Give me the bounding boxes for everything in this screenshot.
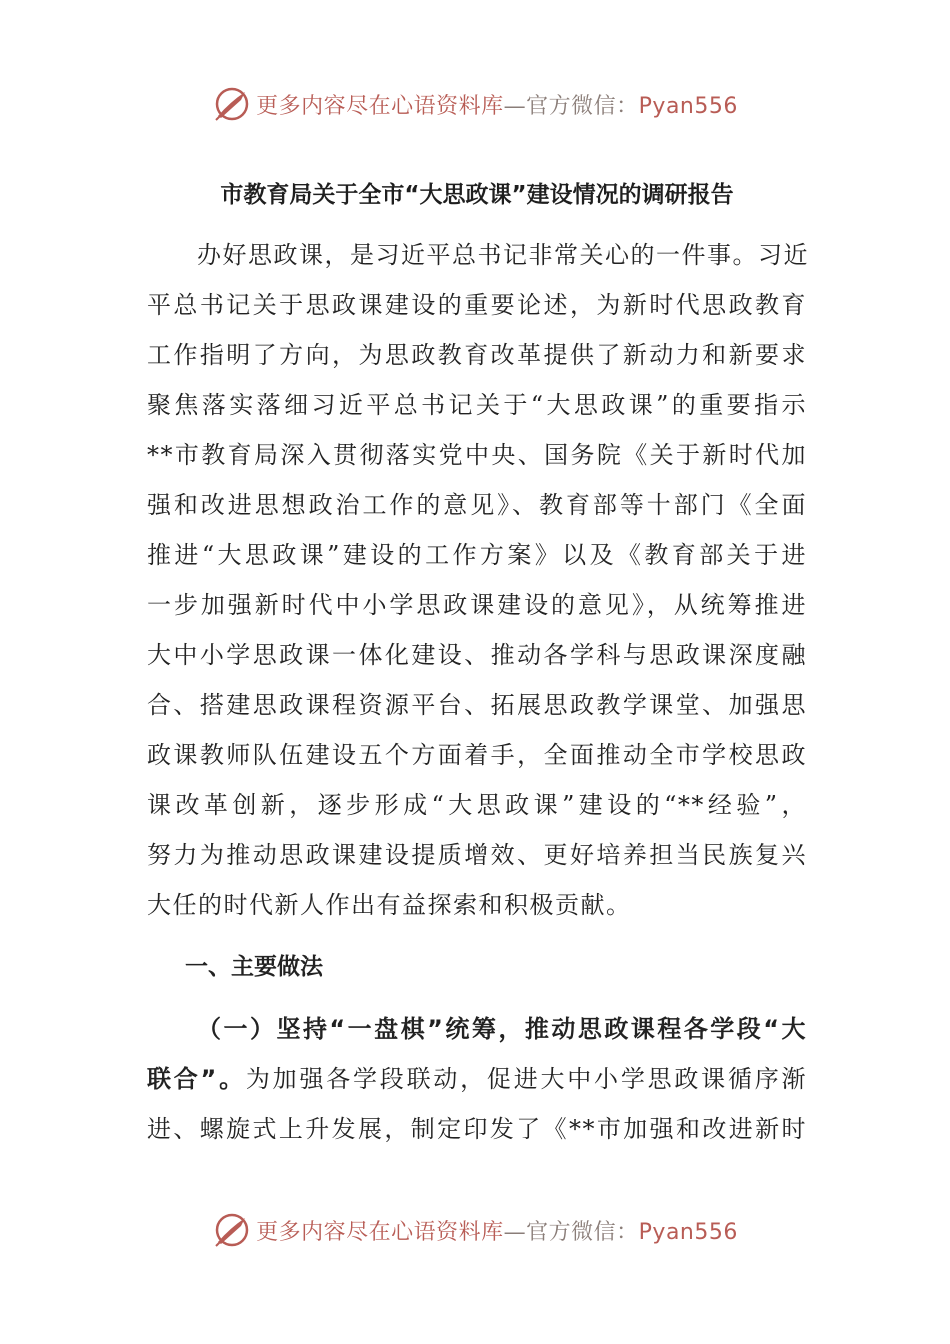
watermark-banner-top <box>0 84 950 124</box>
intro-paragraph <box>147 230 807 930</box>
paragraph-line: 课改革创新，逐步形成“大思政课”建设的“**经验”， <box>147 791 807 819</box>
document-body <box>147 170 807 1154</box>
paragraph-line: 努力为推动思政课建设提质增效、更好培养担当民族复兴 <box>147 841 807 869</box>
pen-logo-icon <box>212 84 252 124</box>
document-title: 市教育局关于全市“大思政课”建设情况的调研报告 <box>220 182 734 208</box>
paragraph-line <box>147 1054 807 1104</box>
paragraph-line: 推进“大思政课”建设的工作方案》以及《教育部关于进 <box>147 541 807 569</box>
paragraph-line: 工作指明了方向，为思政教育改革提供了新动力和新要求 <box>147 341 807 369</box>
paragraph-line: 大中小学思政课一体化建设、推动各学科与思政课深度融 <box>147 641 807 669</box>
paragraph-line: 聚焦落实落细习近平总书记关于“大思政课”的重要指示 <box>147 391 807 419</box>
subsection-heading-line: （一）坚持“一盘棋”统筹，推动思政课程各学段“大 <box>197 1015 807 1043</box>
paragraph-text: 为加强各学段联动，促进大中小学思政课循序渐 <box>245 1065 808 1093</box>
paragraph-line: 办好思政课，是习近平总书记非常关心的一件事。习近 <box>197 241 809 269</box>
paragraph-line: 合、搭建思政课程资源平台、拓展思政教学课堂、加强思 <box>147 691 807 719</box>
watermark-text: 更多内容尽在心语资料库—官方微信：Pyan556 <box>256 93 738 119</box>
section-heading: 一、主要做法 <box>185 954 323 980</box>
paragraph-line: 强和改进思想政治工作的意见》、教育部等十部门《全面 <box>147 491 807 519</box>
pen-logo-icon <box>212 1210 252 1250</box>
paragraph-line: 平总书记关于思政课建设的重要论述，为新时代思政教育 <box>147 291 807 319</box>
paragraph-line: 一步加强新时代中小学思政课建设的意见》，从统筹推进 <box>147 591 807 619</box>
watermark-text: 更多内容尽在心语资料库—官方微信：Pyan556 <box>256 1219 738 1245</box>
paragraph-line: 进、螺旋式上升发展，制定印发了《**市加强和改进新时 <box>147 1115 807 1143</box>
paragraph-line: 政课教师队伍建设五个方面着手，全面推动全市学校思政 <box>147 741 807 769</box>
subsection-heading-end: 联合”。 <box>147 1065 246 1093</box>
subsection-paragraph <box>147 1004 807 1154</box>
watermark-banner-bottom <box>0 1210 950 1250</box>
paragraph-line: **市教育局深入贯彻落实党中央、国务院《关于新时代加 <box>147 441 807 469</box>
paragraph-line: 大任的时代新人作出有益探索和积极贡献。 <box>147 891 632 919</box>
